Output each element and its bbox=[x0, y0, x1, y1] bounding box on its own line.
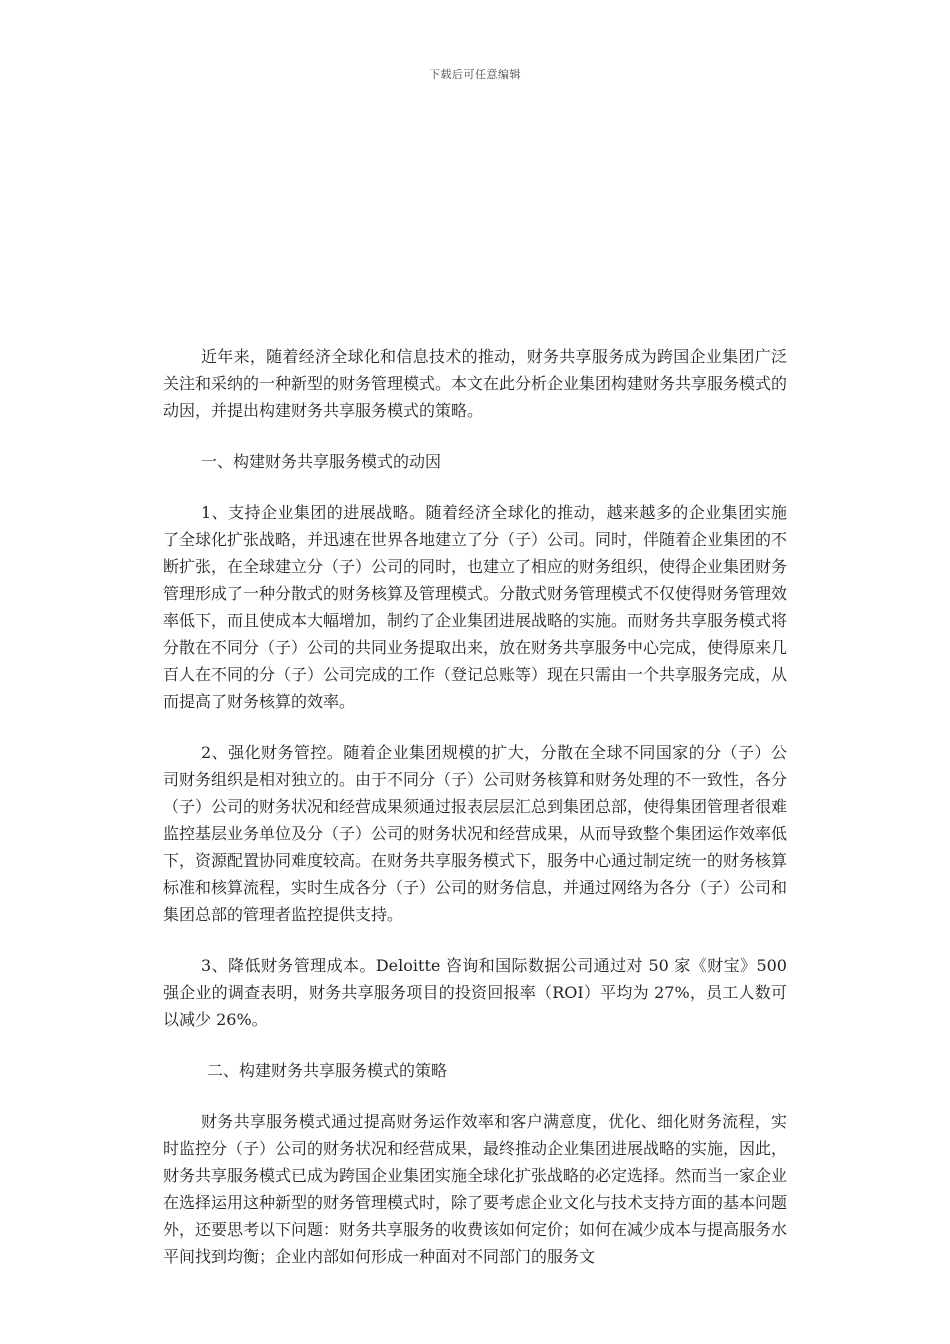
section-heading-motives: 一、构建财务共享服务模式的动因 bbox=[201, 452, 442, 471]
paragraph-point-2: 2、强化财务管控。随着企业集团规模的扩大，分散在全球不同国家的分（子）公司财务组织是相对独立的。由于不同分（子）公司财务核算和财务处理的不一致性，各分（子）公司的财务状况和经营成果须通过报表层层汇总到集团总部，使得集团管理者很难监控基层业务单位及分（子）公司的财务状况和经营成果，从而导致整个集团运作效率低下，资源配置协同难度较高。在财务共享服务模式下，服务中心通过制定统一的财务核算标准和核算流程，实时生成各分（子）公司的财务信息，并通过网络为各分（子）公司和集团总部的管理者监控提供支持。 bbox=[163, 743, 788, 924]
document-body bbox=[163, 343, 787, 1270]
section-heading-strategy: 二、构建财务共享服务模式的策略 bbox=[207, 1061, 448, 1080]
intro-paragraph: 近年来，随着经济全球化和信息技术的推动，财务共享服务成为跨国企业集团广泛关注和采纳的一种新型的财务管理模式。本文在此分析企业集团构建财务共享服务模式的动因，并提出构建财务共享服务模式的策略。 bbox=[163, 347, 788, 420]
paragraph-strategy: 财务共享服务模式通过提高财务运作效率和客户满意度，优化、细化财务流程，实时监控分（子）公司的财务状况和经营成果，最终推动企业集团进展战略的实施，因此，财务共享服务模式已成为跨国企业集团实施全球化扩张战略的必定选择。然而当一家企业在选择运用这种新型的财务管理模式时，除了要考虑企业文化与技术支持方面的基本问题外，还要思考以下问题：财务共享服务的收费该如何定价；如何在减少成本与提高服务水平间找到均衡；企业内部如何形成一种面对不同部门的服务文 bbox=[163, 1112, 788, 1266]
page-header: 下载后可任意编辑 bbox=[429, 68, 521, 81]
paragraph-point-1: 1、支持企业集团的进展战略。随着经济全球化的推动，越来越多的企业集团实施了全球化扩张战略，并迅速在世界各地建立了分（子）公司。同时，伴随着企业集团的不断扩张，在全球建立分（子）公司的同时，也建立了相应的财务组织，使得企业集团财务管理形成了一种分散式的财务核算及管理模式。分散式财务管理模式不仅使得财务管理效率低下，而且使成本大幅增加，制约了企业集团进展战略的实施。而财务共享服务模式将分散在不同分（子）公司的共同业务提取出来，放在财务共享服务中心完成，使得原来几百人在不同的分（子）公司完成的工作（登记总账等）现在只需由一个共享服务完成，从而提高了财务核算的效率。 bbox=[163, 503, 788, 711]
paragraph-point-3: 3、降低财务管理成本。Deloitte 咨询和国际数据公司通过对 50 家《财宝》500 强企业的调查表明，财务共享服务项目的投资回报率（ROI）平均为 27%，员工人数可以减少 26%。 bbox=[163, 956, 787, 1029]
